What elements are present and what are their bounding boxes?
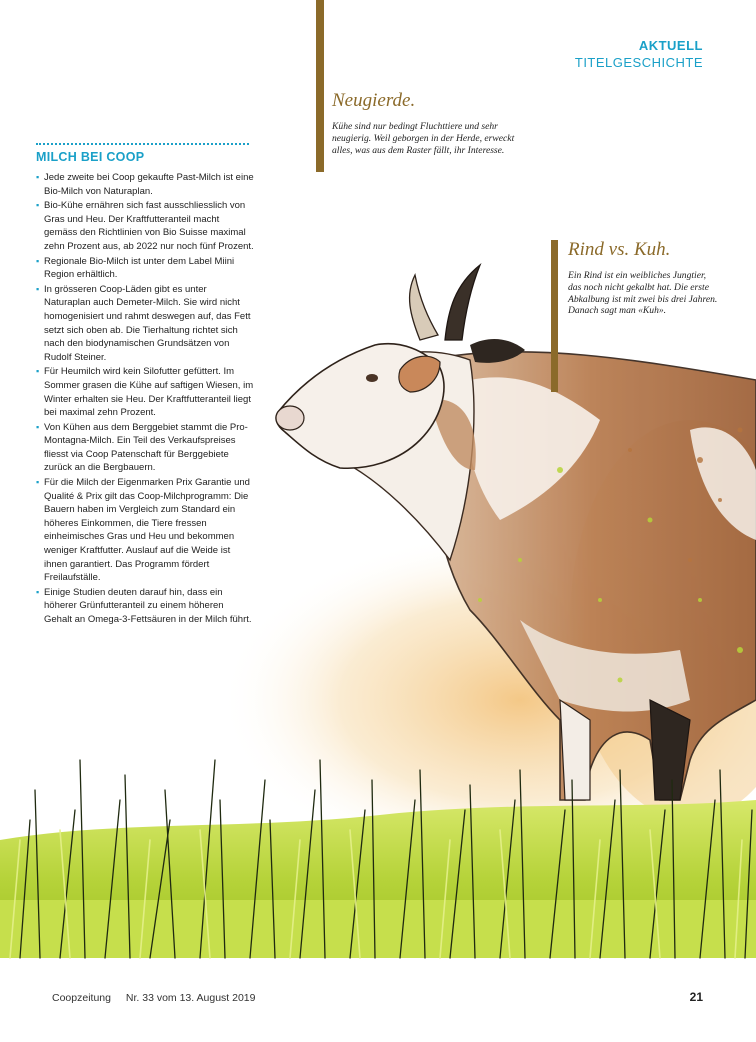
note-text: Kühe sind nur bedingt Fluchttiere und sehr neugierig. Weil geborgen in der Herde, erweckt alles, was aus dem Raster fällt, ihr Interesse.: [332, 121, 515, 156]
grass-base: [0, 900, 756, 958]
section-label: AKTUELL: [638, 38, 703, 53]
cow-snout: [276, 406, 304, 430]
note-title: Rind vs. Kuh.: [568, 239, 671, 260]
footer: [52, 992, 255, 1004]
page-number: 21: [689, 990, 703, 1004]
cow-eye: [366, 374, 378, 382]
subsection-label: TITELGESCHICHTE: [574, 55, 703, 70]
section-header: [575, 38, 703, 70]
list-item: ▪ Bio-Kühe ernähren sich fast ausschliesslich von Gras und Heu. Der Kraftfutteranteil macht gemäss den Richtlinien von Bio Suisse maximal zehn Prozent aus, ab 2022 nur noch fünf Prozent.: [36, 199, 254, 253]
list-item: ▪ Von Kühen aus dem Berggebiet stammt die Pro-Montagna-Milch. Ein Teil des Verkaufspreises fliesst via Coop Patenschaft für Berggebiete zurück an die Bergbauern.: [36, 421, 254, 475]
list-item: ▪ Regionale Bio-Milch ist unter dem Label Miini Region erhältlich.: [36, 255, 254, 282]
publication-name: Coopzeitung: [52, 992, 111, 1004]
accent-bar: [551, 240, 558, 392]
infobox-title: MILCH BEI COOP: [36, 143, 249, 164]
issue-info: Nr. 33 vom 13. August 2019: [125, 992, 256, 1004]
list-item: ▪ Für Heumilch wird kein Silofutter gefüttert. Im Sommer grasen die Kühe auf saftigen Wiesen, im Winter erhalten sie Heu. Der Kraftfutteranteil liegt bei maximal zehn Prozent.: [36, 365, 254, 419]
note-title: Neugierde.: [332, 90, 416, 111]
accent-bar: [316, 0, 324, 172]
list-item: ▪ Jede zweite bei Coop gekaufte Past-Milch ist eine Bio-Milch von Naturaplan.: [36, 171, 254, 198]
infobox-list: [36, 171, 254, 628]
note-text: Ein Rind ist ein weibliches Jungtier, das noch nicht gekalbt hat. Die erste Abkalbung ist mit zwei bis drei Jahren. Danach sagt man «Kuh».: [568, 270, 718, 317]
list-item: ▪ In grösseren Coop-Läden gibt es unter Naturaplan auch Demeter-Milch. Sie wird nicht homogenisiert und rahmt deswegen auf, das Fett setzt sich oben ab. Die Tierhaltung richtet sich nach den biodynamischen Grundsätzen von Rudolf Steiner.: [36, 283, 254, 365]
list-item: ▪ Für die Milch der Eigenmarken Prix Garantie und Qualité & Prix gilt das Coop-Milchprogramm: Die Bauern haben im Vergleich zum Standard ein höheres Einkommen, die Tiere fressen einheimisches Gras und Heu und bekommen weniger Kraftfutter. Auslauf auf die Weide ist ihnen garantiert. Das Programm fördert Freilaufställe.: [36, 476, 254, 585]
cow-horn-right: [445, 265, 480, 340]
list-item: ▪ Einige Studien deuten darauf hin, dass ein höherer Grünfutteranteil zu einem höheren Gehalt an Omega-3-Fettsäuren in der Milch führt.: [36, 586, 254, 627]
cow-horn-left: [410, 275, 438, 340]
